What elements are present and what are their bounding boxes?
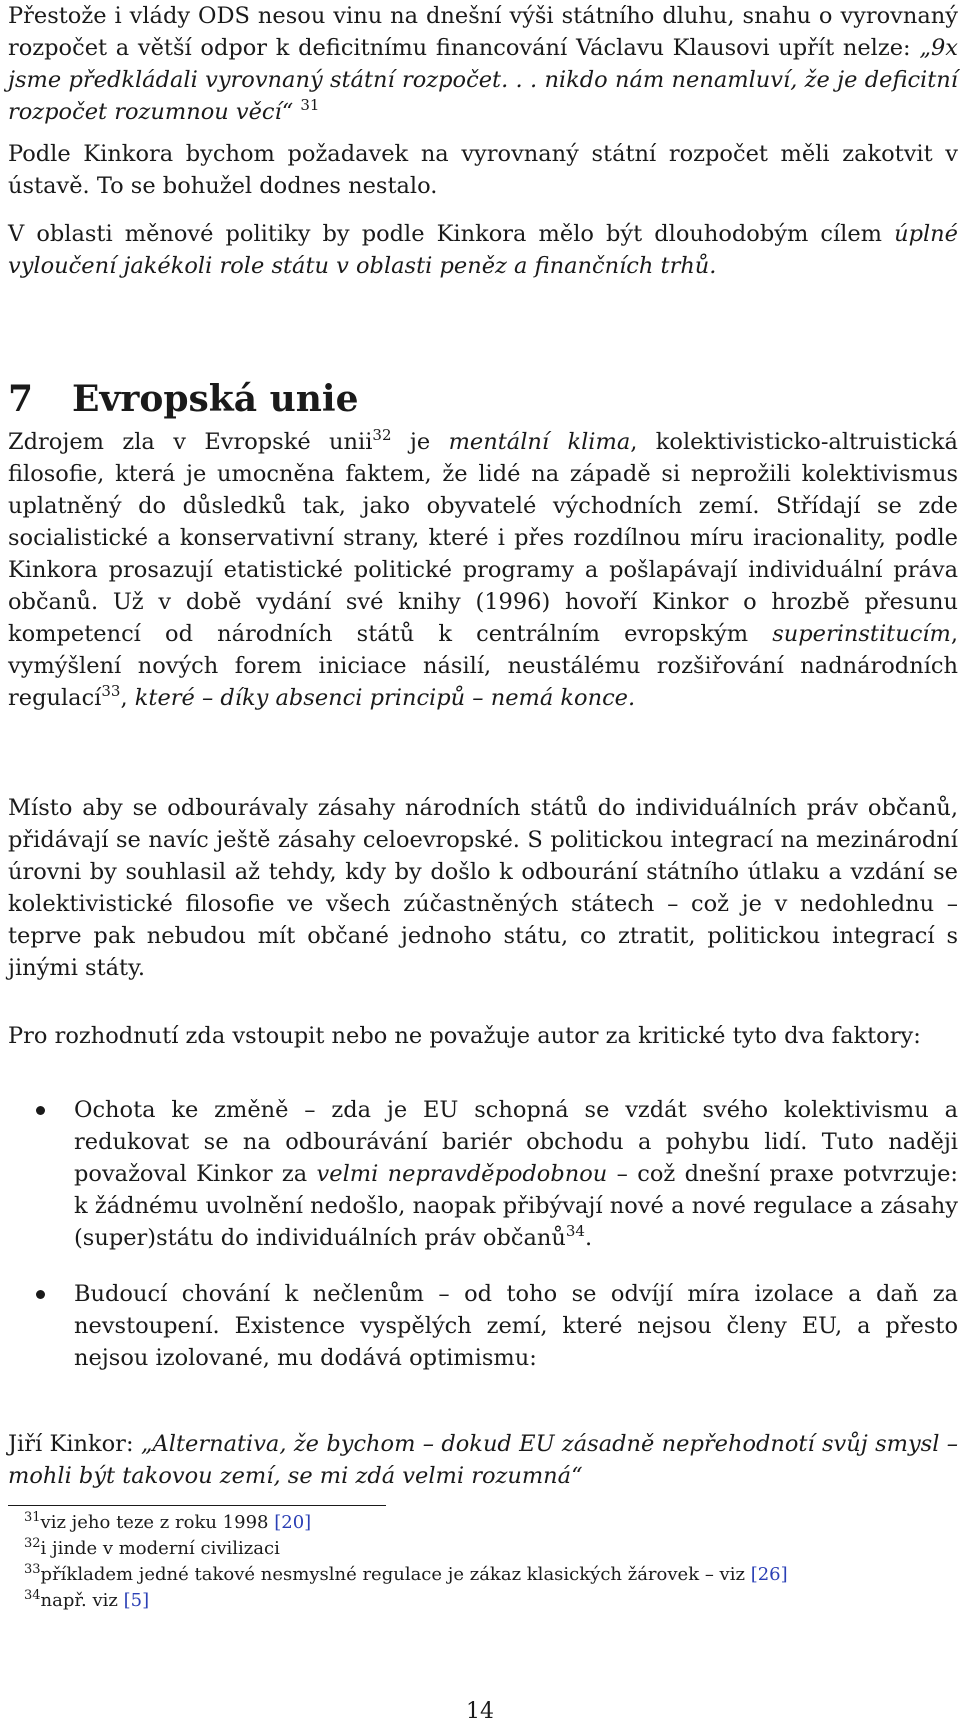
paragraph-text: Přestože i vlády ODS nesou vinu na dnešní výši státního dluhu, snahu o vyrovnaný rozpočet a větší odpor k deficitnímu financování Václavu Klausovi upřít nelze: [8,3,958,61]
footnote-marker-32[interactable]: 32 [372,426,392,444]
footnote-number: 33 [24,1562,41,1577]
paragraph-ods-deficit [8,0,958,128]
list-item-text: Ochota ke změně – zda je EU schopná se vzdát svého kolektivismu a redukovat se na odbourávání bariér obchodu a pohybu lidí. Tuto naději považoval Kinkor za [74,1097,958,1187]
paragraph-text: , kolektivisticko-altruistická filosofie, která je umocněna faktem, že lidé na západě si neprožili kolektivismus uplatněný do důsledků tak, jako obyvatelé východních zemí. Střídají se zde socialistické a konservativní strany, které i přes rozdílnou míru iracionality, podle Kinkora prosazují etatistické politické programy a pošlapávají individuální práva občanů. Už v době vydání své knihy (1996) hovoří Kinkor o hrozbě přesunu kompetencí od národních států k centrálním evropským [8,429,958,647]
footnote-33 [24,1562,954,1588]
footnote-marker-31[interactable]: 31 [300,96,320,114]
list-item [8,1094,958,1254]
citation-link[interactable]: [26] [750,1564,788,1585]
section-heading [8,375,908,423]
bullet-icon [36,1290,45,1299]
paragraph-monetary-policy [8,218,958,282]
paragraph-eu-evil [8,426,958,714]
klaus-quote: „9x jsme předkládali vyrovnaný státní rozpočet. . . nikdo nám nenamluví, že je deficitní rozpočet rozumnou věcí“ [8,35,958,125]
footnote-number: 32 [24,1536,41,1551]
emphasis-text: úplné vyloučení jakékoli role státu v oblasti peněz a finančních trhů. [8,221,958,279]
citation-link[interactable]: [20] [274,1512,312,1533]
bullet-icon [36,1106,45,1115]
footnote-text: i jinde v moderní civilizaci [40,1538,280,1559]
factors-list [8,1094,958,1374]
paragraph-integration: Místo aby se odbourávaly zásahy národních států do individuálních práv občanů, přidávají se navíc ještě zásahy celoevropské. S politickou integrací na mezinárodní úrovni by souhlasil až tehdy, kdy by došlo k odbourání státního útlaku a vzdání se kolektivistické filosofie ve všech zúčastněných státech – což je v nedohlednu – teprve pak nebudou mít občané jednoho státu, co ztratit, politickou integrací s jinými státy. [8,795,958,981]
emphasis-text: mentální klima [448,429,631,455]
paragraph-text: , vymýšlení nových forem iniciace násilí, neustálému rozšiřování nadnárodních regulací [8,621,958,711]
paragraph-text: V oblasti měnové politiky by podle Kinkora mělo být dlouhodobým cílem [8,221,895,247]
footnotes [24,1510,954,1614]
section-title: Evropská unie [72,378,359,420]
citation-link[interactable]: [5] [123,1590,150,1611]
footnote-34 [24,1588,954,1614]
emphasis-text: velmi nepravděpodobnou [316,1161,608,1187]
footnote-divider [8,1505,386,1506]
list-item-text: . [584,1225,593,1251]
paragraph-two-factors: Pro rozhodnutí zda vstoupit nebo ne považuje autor za kritické tyto dva faktory: [8,1023,921,1049]
list-item-text: – což dnešní praxe potvrzuje: k žádnému uvolnění nedošlo, naopak přibývají nové a nové regulace a zásahy (super)státu do individuálních práv občanů [74,1161,958,1251]
footnote-number: 31 [24,1510,41,1525]
paragraph-text: Zdrojem zla v Evropské unii [8,429,373,455]
footnote-text: např. viz [40,1590,124,1611]
emphasis-text: superinstitucím [772,621,951,647]
paragraph-text: , [120,685,135,711]
footnote-text: viz jeho teze z roku 1998 [40,1512,275,1533]
footnote-31 [24,1510,954,1536]
kinkor-quote: „Alternativa, že bychom – dokud EU zásadně nepřehodnotí svůj smysl – mohli být takovou zemí, se mi zdá velmi rozumná“ [8,1431,958,1489]
emphasis-text: které – díky absenci principů – nemá konce. [134,685,636,711]
footnote-marker-33[interactable]: 33 [101,682,121,700]
section-number: 7 [8,378,34,420]
paragraph-text: je [391,429,449,455]
list-item-text: Budoucí chování k nečlenům – od toho se odvíjí míra izolace a daň za nevstoupení. Existence vyspělých zemí, které nejsou členy EU, a přesto nejsou izolované, mu dodává optimismu: [74,1281,958,1371]
list-item [8,1278,958,1374]
footnote-number: 34 [24,1588,41,1603]
paragraph-constitution: Podle Kinkora bychom požadavek na vyrovnaný státní rozpočet měli zakotvit v ústavě. To se bohužel dodnes nestalo. [8,141,958,199]
page-number: 14 [466,1699,494,1724]
paragraph-text: Jiří Kinkor: [8,1431,141,1457]
paragraph-kinkor-quote [8,1428,958,1492]
footnote-marker-34[interactable]: 34 [565,1222,585,1240]
footnote-32 [24,1536,954,1562]
footnote-text: příkladem jedné takové nesmyslné regulace je zákaz klasických žárovek – viz [40,1564,751,1585]
